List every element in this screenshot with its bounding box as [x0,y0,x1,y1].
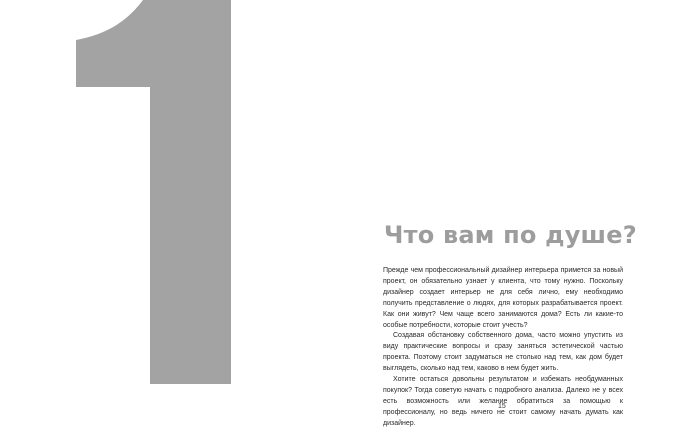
chapter-title: Что вам по душе? [384,221,637,249]
paragraph: Хотите остаться довольны результатом и избежать необдуманных покупок? Тогда советую начать с подробного анализа. Далеко не у всех есть возможность или желание обратиться за помощью к профессионалу, но ведь ничего не стоит самому начать думать как дизайнер. [383,376,623,427]
page-number: 15 [498,403,506,410]
paragraph: Прежде чем профессиональный дизайнер интерьера примется за новый проект, он обязательно узнает у клиента, что тому нужно. Поскольку дизайнер создает интерьер не для себя лично, ему необходимо получить представление о людях, для которых разрабатывается проект. Как они живут? Чем чаще всего занимаются дома? Есть ли какие-то особые потребности, которые стоит учесть? [383,267,623,329]
paragraph: Создавая обстановку собственного дома, часто можно упустить из виду практические вопросы и сразу заняться эстетической частью проекта. Поэтому стоит задуматься не столько над тем, как дом будет выглядеть, сколько над тем, каково в нем будет жить. [383,332,623,373]
